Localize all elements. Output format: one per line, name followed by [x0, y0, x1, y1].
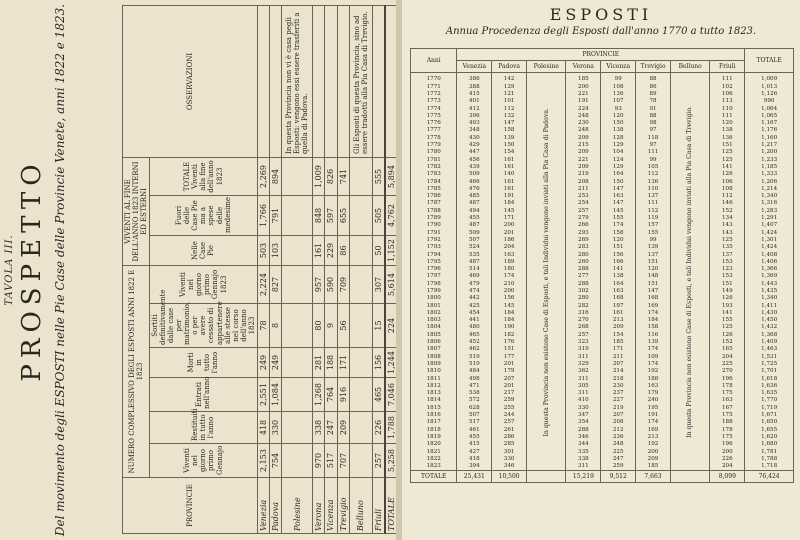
col-osservazioni: OSSERVAZIONI: [123, 5, 258, 157]
col-venezia: Venezia: [457, 61, 492, 73]
col-entrati: Entrati nell'anno: [150, 378, 258, 412]
col-provincie: PROVINCIE: [123, 478, 258, 534]
col-viventi-1823: Viventi nel giorno primo Gennajo 1823: [150, 266, 258, 304]
year-row: 1776 403 147 230 150 98 120 1,167: [411, 120, 794, 127]
left-page: [0, 0, 396, 540]
left-subtitle: Del movimento degli ESPOSTI nelle Pie Case delle Provincie Venete, anni 1822 e 1823.: [53, 3, 67, 537]
year-row: 1780 447 154 209 104 111 125 1,200: [411, 149, 794, 156]
year-row: 1821 427 301 335 225 200 200 1,781: [411, 449, 794, 456]
plate-label: TAVOLA III.: [4, 234, 15, 306]
col-viventi-1822: Viventi nel giorno primo Gennajo: [150, 444, 258, 478]
col-verona: Verona: [566, 61, 601, 73]
year-row: 1781 456 161 221 124 99 125 1,233: [411, 157, 794, 164]
table-row: Padova 754 330 1,084 249 8 827 103 791 894: [269, 5, 281, 533]
year-row: 1820 415 285 344 248 192 196 1,680: [411, 441, 794, 448]
col-morti: Morti in tutto l'anno: [150, 348, 258, 378]
year-row: 1785 476 161 211 147 110 108 1,214: [411, 186, 794, 193]
year-row: 1806 452 176 323 185 139 152 1,409: [411, 339, 794, 346]
year-row: 1773 401 101 191 107 78 113 990: [411, 98, 794, 105]
year-row: 1792 507 186 269 120 99 125 1,301: [411, 237, 794, 244]
table-row: Verona 970 338 1,268 281 80 957 161 848 1,009: [313, 5, 325, 533]
right-page: [402, 0, 800, 540]
yearly-total-row: TOTALE 25,431 10,500 15,219 9,512 7,663 8,099 76,424: [411, 471, 794, 483]
col-totale-viventi: TOTALE Viventi alla fine dell'anno 1823: [150, 157, 258, 195]
year-row: 1817 517 257 354 208 174 188 1,650: [411, 419, 794, 426]
year-row: 1808 519 177 311 211 109 204 1,531: [411, 354, 794, 361]
year-row: 1782 439 161 209 129 105 141 1,185: [411, 164, 794, 171]
left-title-block: [4, 0, 67, 540]
year-row: 1805 465 182 257 154 116 126 1,368: [411, 332, 794, 339]
right-title: ESPOSTI: [549, 5, 653, 24]
year-row: 1788 494 145 257 145 112 152 1,283: [411, 208, 794, 215]
yearly-table: [410, 48, 794, 483]
year-row: 1809 519 201 329 207 174 225 1,725: [411, 361, 794, 368]
movement-table: [122, 5, 396, 534]
year-row: 1797 469 174 277 138 148 153 1,369: [411, 273, 794, 280]
year-row: 1812 471 201 305 230 163 178 1,636: [411, 383, 794, 390]
year-row: 1794 535 163 280 156 137 137 1,408: [411, 252, 794, 259]
year-row: 1777 348 158 248 138 97 138 1,176: [411, 127, 794, 134]
left-title: PROSPETTO: [17, 158, 47, 382]
year-row: 1778 430 139 209 128 118 136 1,160: [411, 135, 794, 142]
total-row: TOTALE 5,258 1,788 7,046 1,244 224 5,614 1,152 4,762 5,894: [385, 5, 396, 533]
year-row: 1803 441 184 270 213 184 155 1,450: [411, 317, 794, 324]
year-row: 1786 485 191 253 163 137 112 1,340: [411, 193, 794, 200]
col-sortiti: Sortiti definitivamente dalle case per matrimonio, o per avere cessato di appartenere alle stesse nel corso dell'anno 1823: [150, 304, 258, 348]
table-row: Trevigio 707 209 916 171 56 709 86 655 741: [337, 5, 349, 533]
year-row: 1775 396 132 248 120 88 111 1,065: [411, 113, 794, 120]
col-padova: Padova: [492, 61, 527, 73]
col-trevigio: Trevigio: [636, 61, 671, 73]
year-row: 1783 509 140 219 164 112 126 1,333: [411, 171, 794, 178]
year-row: 1822 418 330 338 247 209 226 1,788: [411, 456, 794, 463]
year-row: 1796 514 180 288 141 120 123 1,366: [411, 266, 794, 273]
year-row: 1810 484 179 362 214 192 270 1,701: [411, 368, 794, 375]
table-row: Polesine In questa Provincia non vi è casa pegli Esposti: vengono essi essere trasferiti a quella di Padova.: [282, 5, 313, 533]
polesine-note: In questa Provincia non esistono Case di Esposti, e tali Individui vengono inviati alla Pia Casa di Padova.: [527, 73, 566, 471]
col-belluno: Belluno: [670, 61, 709, 73]
year-row: 1770 386 142 In questa Provincia non esistono Case di Esposti, e tali Individui vengono inviati alla Pia Casa di Padova. 185 99 88 In questa Provincia non esistono Case di Esposti, e tali Individui vengono inviati alla Pia Casa di Trevigio. 111 1,009: [411, 73, 794, 84]
yearly-table-body: [411, 73, 794, 471]
year-row: 1815 628 255 330 219 195 167 1,719: [411, 405, 794, 412]
rotated-table-wrapper: [0, 0, 396, 540]
year-row: 1774 412 112 224 93 91 110 1,064: [411, 106, 794, 113]
year-row: 1779 429 150 215 129 97 151 1,217: [411, 142, 794, 149]
year-row: 1772 415 121 221 136 89 106 1,126: [411, 91, 794, 98]
rotated-content: [0, 0, 396, 540]
year-row: 1804 480 190 268 209 158 125 1,432: [411, 324, 794, 331]
year-row: 1799 474 200 302 163 147 149 1,435: [411, 288, 794, 295]
year-row: 1771 388 129 200 108 86 102 1,013: [411, 84, 794, 91]
year-row: 1811 498 207 311 218 188 196 1,618: [411, 376, 794, 383]
year-row: 1816 507 244 347 207 191 175 1,671: [411, 412, 794, 419]
col-friuli: Friuli: [710, 61, 745, 73]
year-row: 1813 538 217 311 237 179 175 1,635: [411, 390, 794, 397]
year-row: 1793 524 204 283 151 139 135 1,424: [411, 244, 794, 251]
table-row: Belluno Gli Esposti di questa Provincia, sino ad essere tradotti alla Pia Casa di Trevigio.: [349, 5, 372, 533]
table-row: Friuli 257 226 465 156 15 307 50 505 555: [372, 5, 385, 533]
col-group-viventi: VIVENTI AL FINE DELL'ANNO 1823 INTERNI ED ESTERNI: [123, 157, 150, 265]
table-row: Vicenza 517 247 764 188 9 590 229 597 826: [325, 5, 337, 533]
belluno-note: In questa Provincia non esistono Case di Esposti, e tali Individui vengono inviati alla Pia Casa di Trevigio.: [670, 73, 709, 471]
year-row: 1790 487 200 266 174 157 143 1,407: [411, 222, 794, 229]
year-row: 1818 461 261 288 212 169 178 1,655: [411, 427, 794, 434]
year-row: 1798 479 210 288 164 151 151 1,443: [411, 281, 794, 288]
col-group-provincie: PROVINCIE: [457, 49, 745, 61]
col-group-numero: NUMERO COMPLESSIVO DEGLI ESPOSTI ANNI 1822 E 1823: [123, 266, 150, 478]
col-fuori: Fuori delle Case Pie ma a spese delle medesime: [150, 196, 258, 236]
year-row: 1807 462 151 319 171 174 165 1,463: [411, 346, 794, 353]
col-vicenza: Vicenza: [601, 61, 636, 73]
year-row: 1791 509 201 293 158 155 143 1,424: [411, 230, 794, 237]
year-row: 1819 455 286 346 236 213 175 1,620: [411, 434, 794, 441]
year-row: 1800 442 156 280 168 168 126 1,340: [411, 295, 794, 302]
year-row: 1795 487 189 260 166 151 153 1,406: [411, 259, 794, 266]
year-row: 1801 425 145 282 197 169 193 1,411: [411, 303, 794, 310]
table-row: Venezia 2,153 418 2,551 249 78 2,224 503 1,766 2,269: [257, 5, 269, 533]
year-row: 1802 454 184 316 161 174 141 1,430: [411, 310, 794, 317]
right-subtitle: Annua Procedenza degli Esposti dall'anno 1770 a tutto 1823.: [445, 26, 757, 37]
year-row: 1789 455 171 279 155 119 134 1,291: [411, 215, 794, 222]
col-restituiti: Restituiti in tutto l'anno: [150, 412, 258, 444]
note-polesine: In questa Provincia non vi è casa pegli Esposti: vengono essi essere trasferiti a quella di Padova.: [282, 5, 313, 157]
note-belluno: Gli Esposti di questa Provincia, sino ad essere tradotti alla Pia Casa di Trevigio.: [349, 5, 372, 157]
col-totale: TOTALE: [745, 49, 794, 73]
year-row: 1814 572 259 410 227 240 163 1,770: [411, 397, 794, 404]
year-row: 1787 487 184 254 147 111 146 1,316: [411, 200, 794, 207]
year-row: 1784 466 161 208 150 136 106 1,206: [411, 179, 794, 186]
col-polesine: Polesine: [527, 61, 566, 73]
year-row: 1823 394 346 311 259 185 204 1,718: [411, 463, 794, 471]
col-anni: Anni: [411, 49, 457, 73]
col-nelle-case: Nelle Case Pie: [150, 236, 258, 266]
